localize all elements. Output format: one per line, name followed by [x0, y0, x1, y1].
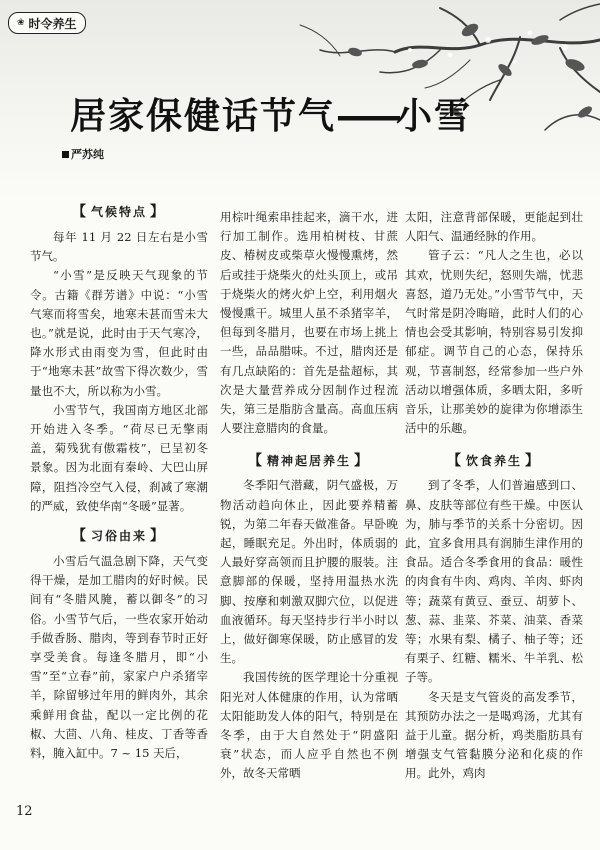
paragraph: 太阳，注意背部保暖，更能起到壮人阳气、温通经脉的作用。 [405, 210, 583, 244]
author-byline [62, 146, 104, 162]
title-main: 居家保健话节气 [70, 96, 337, 137]
paragraph: 到了冬季，人们普遍感到口、鼻、皮肤等部位有些干燥。中医认为，肺与季节的关系十分密切。因此，宜多食用具有润肺生津作用的食品。适合冬季食用的食品：暖性的肉食有牛肉、鸡肉、羊肉、虾肉等；蔬菜有黄豆、蚕豆、胡萝卜、葱、蒜、韭菜、芥菜、油菜、香菜等；水果有梨、橘子、柚子等；还有栗子、红糖、糯米、牛羊乳、松子等。 [405, 478, 583, 685]
article-title [70, 92, 540, 142]
paragraph: 小雪后气温急剧下降，天气变得干燥，是加工腊肉的好时候。民间有“冬腊风腌，蓄以御冬”的习俗。小雪节气后，一些农家开始动手做香肠、腊肉，等到春节时正好享受美食。每逢冬腊月，即“小雪”至“立春”前，家家户户杀猪宰羊，除留够过年用的鲜肉外，其余乘鲜用食盐，配以一定比例的花椒、大茴、八角、桂皮、丁香等香料，腌入缸中。7 ~ 15 天后， [30, 554, 208, 761]
flower-icon: ❀ [17, 18, 25, 28]
byline-square-icon [62, 151, 69, 158]
column-tag-label: 时令养生 [28, 16, 77, 31]
column-tag [8, 12, 86, 34]
paragraph: “小雪”是反映天气现象的节令。古籍《群芳谱》中说：“小雪气寒而将雪矣，地寒未甚而雪未大也。”就是说，此时由于天气寒冷，降水形式由雨变为雪，但此时由于“地寒未甚”故雪下得次数少，雪量也不大，所以称为小雪。 [30, 268, 208, 398]
section-heading-diet: 【 饮食养生 】 [446, 452, 541, 469]
title-sub: 小雪 [396, 96, 473, 137]
paragraph: 每年 11 月 22 日左右是小雪节气。 [30, 230, 208, 264]
title-dash: —— [336, 96, 397, 137]
page-number: 12 [16, 804, 33, 819]
section-heading-customs: 【 习俗由来 】 [71, 528, 166, 545]
paragraph: 我国传统的医学理论十分重视阳光对人体健康的作用，认为常晒太阳能助发人体的阳气，特别是在冬季，由于大自然处于“阴盛阳衰”状态，而人应乎自然也不例外，故冬天常晒 [220, 670, 398, 781]
section-heading-spirit: 【 精神起居养生 】 [247, 452, 370, 469]
section-heading-climate: 【 气候特点 】 [71, 204, 166, 221]
paragraph: 冬天是支气管炎的高发季节，其预防办法之一是喝鸡汤，尤其有益于儿童。据分析，鸡类脂肪具有增强支气管黏膜分泌和化痰的作用。此外，鸡肉 [405, 689, 583, 781]
paragraph: 用棕叶绳索串挂起来，滴干水，进行加工制作。选用柏树枝、甘蔗皮、椿树皮或柴草火慢慢熏烤，然后或挂于烧柴火的灶头顶上，或吊于烧柴火的烤火炉上空，利用烟火慢慢熏干。城里人虽不杀猪宰羊，但每到冬腊月，也要在市场上挑上一些，品品腊味。不过，腊肉还是有几点缺陷的：首先是盐超标，其次是大量营养成分因制作过程流失，第三是脂肪含量高。高血压病人要注意腊肉的食量。 [220, 210, 398, 436]
paragraph: 冬季阳气潜藏，阴气盛极，万物活动趋向休止，因此要养精蓄锐，为第二年春天做准备。早卧晚起，睡眠充足。外出时，体质弱的人最好穿高领而且护腰的服装。注意脚部的保暖，坚持用温热水洗脚、按摩和刺激双脚穴位，以促进血液循环。每天坚持步行半小时以上，做好御寒保暖，防止感冒的发生。 [220, 478, 398, 666]
author-name: 严苏纯 [71, 148, 104, 161]
column-2 [220, 208, 398, 784]
paragraph: 小雪节气，我国南方地区北部开始进入冬季。“荷尽已无擎雨盖，菊残犹有傲霜枝”，已呈初冬景象。因为北面有秦岭、大巴山屏障，阻挡冷空气入侵，刹减了寒潮的严威，致使华南“冬暖”显著。 [30, 402, 208, 513]
paragraph: 管子云：“凡人之生也，必以其欢，忧则失纪，怒则失端，忧悲喜怒，道乃无处。”小雪节气中，天气时常是阴冷晦暗，此时人们的心情也会受其影响，特别容易引发抑郁症。调节自己的心态，保持乐观，节喜制怒，经常参加一些户外活动以增强体质，多晒太阳，多听音乐，让那美妙的旋律为你增添生活中的乐趣。 [405, 248, 583, 436]
column-1 [30, 198, 208, 763]
column-3 [405, 208, 583, 784]
